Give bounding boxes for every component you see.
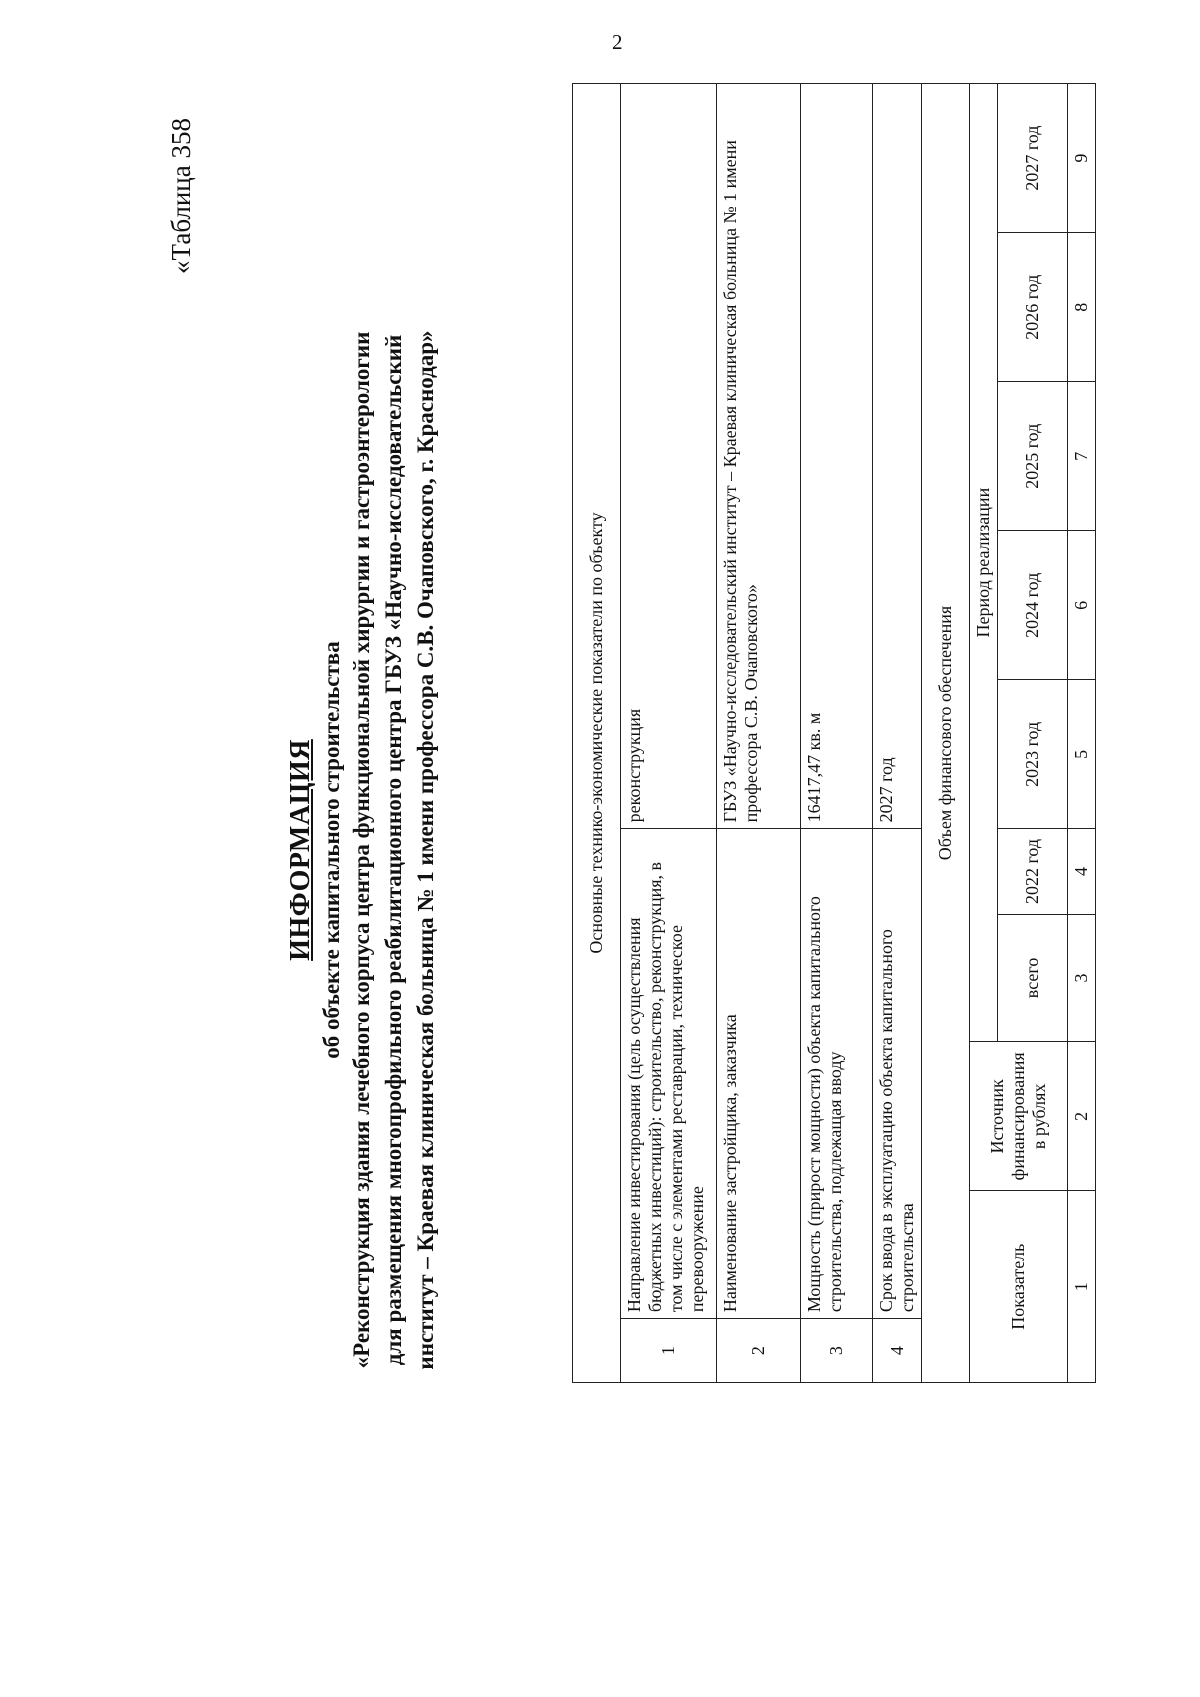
column-number: 2	[1068, 1042, 1096, 1191]
indicator-value: 16417,47 кв. м	[801, 84, 873, 829]
col-header-year: 2023 год	[998, 680, 1068, 829]
heading-object-line: для размещения многопрофильного реабилитационного центра ГБУЗ «Научно-исследовательский	[381, 334, 406, 1366]
indicator-label: Наименование застройщика, заказчика	[717, 829, 801, 1319]
heading-subtitle: об объекте капитального строительства	[319, 641, 344, 1059]
table-row	[873, 84, 922, 1383]
column-number: 5	[1068, 680, 1096, 829]
financing-header-row	[970, 84, 998, 1383]
heading-object-line: «Реконструкция здания лечебного корпуса центра функциональной хирургии и гастроэнтерологии	[349, 331, 374, 1369]
document-sheet	[80, 20, 1120, 1680]
row-number: 2	[717, 1319, 801, 1383]
table-row	[717, 84, 801, 1383]
page-number: 2	[612, 30, 623, 54]
financing-section-title: Объем финансового обеспечения	[922, 84, 970, 1383]
heading-object-line: институт – Краевая клиническая больница № 1 имени профессора С.В. Очаповского, г. Краснодар»	[413, 330, 438, 1370]
column-number-row	[1068, 84, 1096, 1383]
table-label: «Таблица 358	[166, 118, 196, 274]
indicator-label: Мощность (прирост мощности) объекта капитального строительства, подлежащая вводу	[801, 829, 873, 1319]
column-number: 9	[1068, 84, 1096, 233]
indicator-value: ГБУЗ «Научно-исследовательский институт – Краевая клиническая больница № 1 имени профессора С.В. Очаповского»	[717, 84, 801, 829]
column-number: 1	[1068, 1191, 1096, 1383]
indicator-value: реконструкция	[621, 84, 717, 829]
table-row	[801, 84, 873, 1383]
row-number: 1	[621, 1319, 717, 1383]
document-heading	[285, 20, 441, 1680]
financing-section-row	[922, 84, 970, 1383]
col-header-period: Период реализации	[970, 84, 998, 1042]
column-number: 7	[1068, 382, 1096, 531]
col-header-year: 2027 год	[998, 84, 1068, 233]
row-number: 4	[873, 1319, 922, 1383]
indicator-label: Направление инвестирования (цель осуществления бюджетных инвестиций): строительство, реконструкция, в том числе с элементами реставрации, техническое перевооружение	[621, 829, 717, 1319]
col-header-year: 2024 год	[998, 531, 1068, 680]
table-row	[621, 84, 717, 1383]
row-number: 3	[801, 1319, 873, 1383]
indicators-section-title: Основные технико-экономические показатели по объекту	[573, 84, 621, 1383]
indicators-section-row	[573, 84, 621, 1383]
col-header-year: 2026 год	[998, 233, 1068, 382]
col-header-year: 2022 год	[998, 829, 1068, 914]
col-header-total: всего	[998, 914, 1068, 1042]
object-info-table	[572, 83, 1096, 1383]
col-header-indicator: Показатель	[970, 1191, 1068, 1383]
column-number: 6	[1068, 531, 1096, 680]
heading-title: ИНФОРМАЦИЯ	[285, 739, 316, 961]
column-number: 3	[1068, 914, 1096, 1042]
indicator-label: Срок ввода в эксплуатацию объекта капитального строительства	[873, 829, 922, 1319]
col-header-source: Источник финансирования в рублях	[970, 1042, 1068, 1191]
column-number: 4	[1068, 829, 1096, 914]
col-header-year: 2025 год	[998, 382, 1068, 531]
column-number: 8	[1068, 233, 1096, 382]
indicator-value: 2027 год	[873, 84, 922, 829]
